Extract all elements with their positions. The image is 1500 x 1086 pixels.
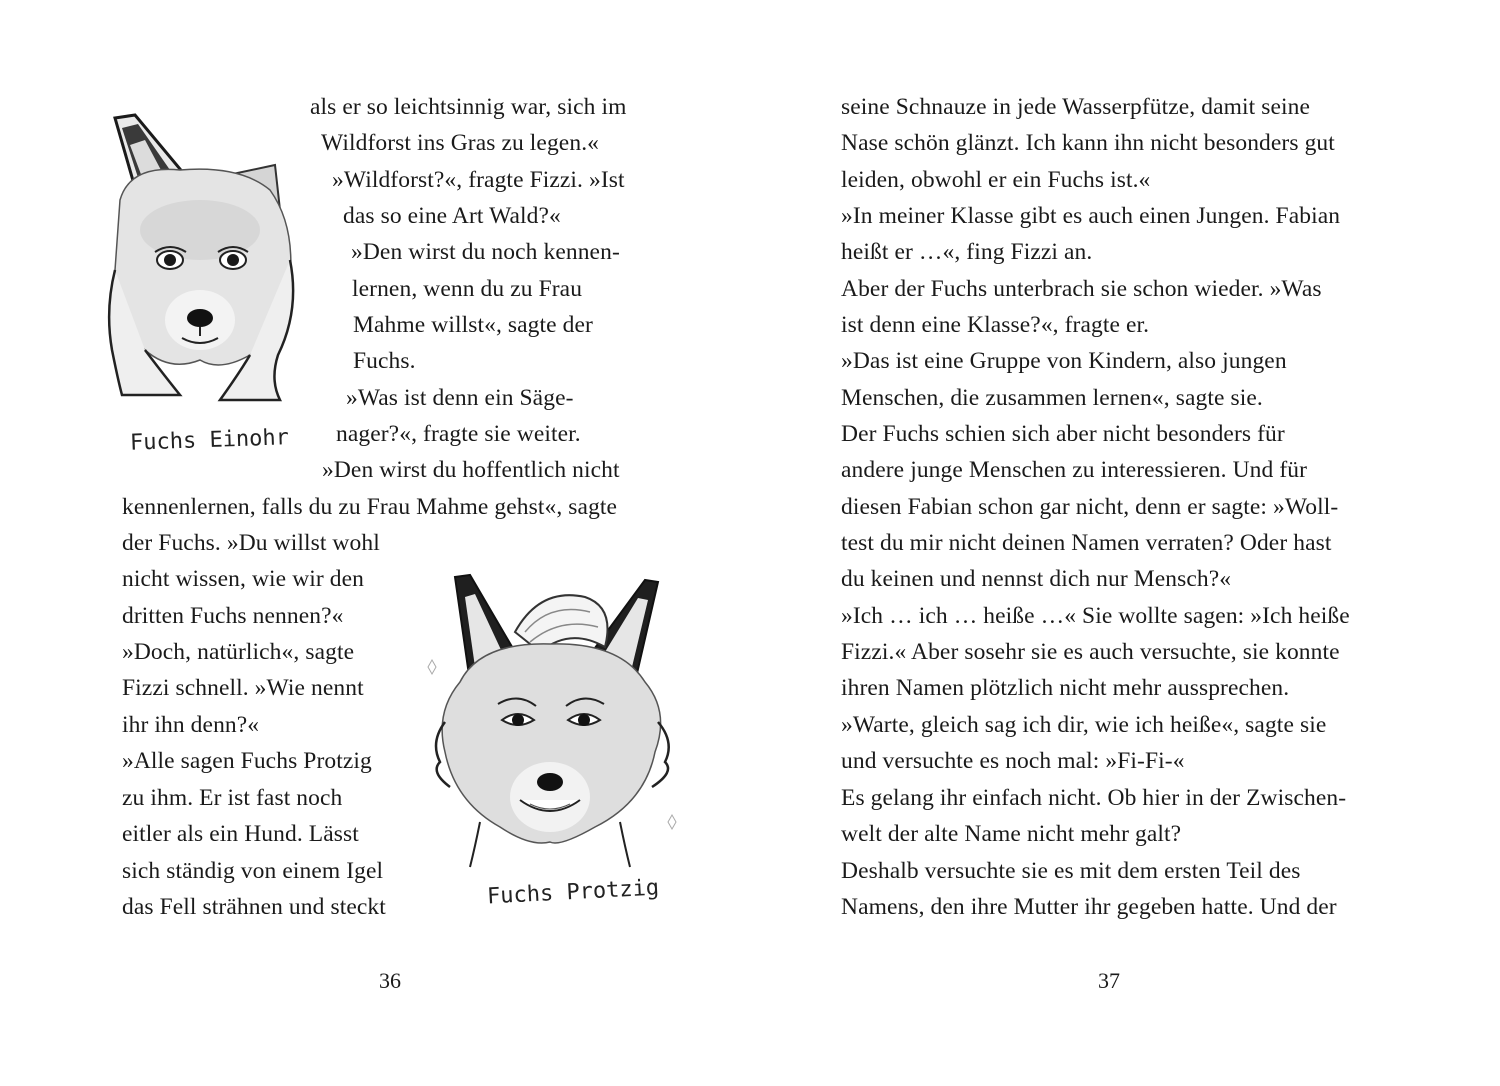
text-line: lernen, wenn du zu Frau <box>352 276 583 302</box>
text-line: nicht wissen, wie wir den <box>122 566 365 592</box>
text-line: heißt er …«, fing Fizzi an. <box>841 239 1093 265</box>
text-line: das so eine Art Wald?« <box>343 203 561 229</box>
text-line: Es gelang ihr einfach nicht. Ob hier in der Zwischen- <box>841 785 1347 811</box>
text-line: »Den wirst du noch kennen- <box>351 239 620 265</box>
text-line: andere junge Menschen zu interessieren. Und für <box>841 457 1308 483</box>
text-line: nager?«, fragte sie weiter. <box>336 421 581 447</box>
page-number-left: 36 <box>379 968 401 993</box>
text-line: als er so leichtsinnig war, sich im <box>310 94 627 120</box>
text-line: »Alle sagen Fuchs Protzig <box>122 748 372 774</box>
text-line: dritten Fuchs nennen?« <box>122 603 344 629</box>
text-line: »Das ist eine Gruppe von Kindern, also jungen <box>841 348 1287 374</box>
text-line: der Fuchs. »Du willst wohl <box>122 530 380 556</box>
text-line: und versuchte es noch mal: »Fi-Fi-« <box>841 748 1185 774</box>
text-line: sich ständig von einem Igel <box>122 858 384 884</box>
text-line: Deshalb versuchte sie es mit dem ersten Teil des <box>841 858 1301 884</box>
fox-einohr-illustration <box>100 110 310 405</box>
fox-einohr-caption: Fuchs Einohr <box>129 425 290 456</box>
text-line: Fizzi.« Aber sosehr sie es auch versuchte, sie konnte <box>841 639 1340 665</box>
text-line: Nase schön glänzt. Ich kann ihn nicht besonders gut <box>841 130 1335 156</box>
text-line: diesen Fabian schon gar nicht, denn er sagte: »Woll- <box>841 494 1339 520</box>
text-line: du keinen und nennst dich nur Mensch?« <box>841 566 1232 592</box>
page-number-right: 37 <box>1098 968 1120 993</box>
text-line: Der Fuchs schien sich aber nicht besonders für <box>841 421 1285 447</box>
text-line: ihr ihn denn?« <box>122 712 260 738</box>
fox-protzig-illustration <box>420 572 685 872</box>
text-line: Aber der Fuchs unterbrach sie schon wieder. »Was <box>841 276 1322 302</box>
text-line: »Warte, gleich sag ich dir, wie ich heiße«, sagte sie <box>841 712 1327 738</box>
text-line: Fizzi schnell. »Wie nennt <box>122 675 364 701</box>
text-line: leiden, obwohl er ein Fuchs ist.« <box>841 167 1151 193</box>
text-line: »In meiner Klasse gibt es auch einen Jungen. Fabian <box>841 203 1341 229</box>
text-line: ist denn eine Klasse?«, fragte er. <box>841 312 1150 338</box>
text-line: welt der alte Name nicht mehr galt? <box>841 821 1182 847</box>
fox-protzig-caption: Fuchs Protzig <box>486 875 660 910</box>
text-line: »Was ist denn ein Säge- <box>346 385 574 411</box>
text-line: Fuchs. <box>353 348 416 374</box>
text-line: das Fell strähnen und steckt <box>122 894 386 920</box>
text-line: »Doch, natürlich«, sagte <box>122 639 355 665</box>
text-line: Wildforst ins Gras zu legen.« <box>321 130 600 156</box>
text-line: seine Schnauze in jede Wasserpfütze, damit seine <box>841 94 1311 120</box>
text-line: »Den wirst du hoffentlich nicht <box>322 457 620 483</box>
text-line: zu ihm. Er ist fast noch <box>122 785 343 811</box>
text-line: »Wildforst?«, fragte Fizzi. »Ist <box>332 167 625 193</box>
text-line: Mahme willst«, sagte der <box>353 312 593 338</box>
text-line: »Ich … ich … heiße …« Sie wollte sagen: »Ich heiße <box>841 603 1350 629</box>
text-line: ihren Namen plötzlich nicht mehr aussprechen. <box>841 675 1290 701</box>
text-line: kennenlernen, falls du zu Frau Mahme gehst«, sagte <box>122 494 618 520</box>
text-line: test du mir nicht deinen Namen verraten? Oder hast <box>841 530 1332 556</box>
text-line: eitler als ein Hund. Lässt <box>122 821 359 847</box>
text-line: Menschen, die zusammen lernen«, sagte sie. <box>841 385 1263 411</box>
text-line: Namens, den ihre Mutter ihr gegeben hatte. Und der <box>841 894 1337 920</box>
